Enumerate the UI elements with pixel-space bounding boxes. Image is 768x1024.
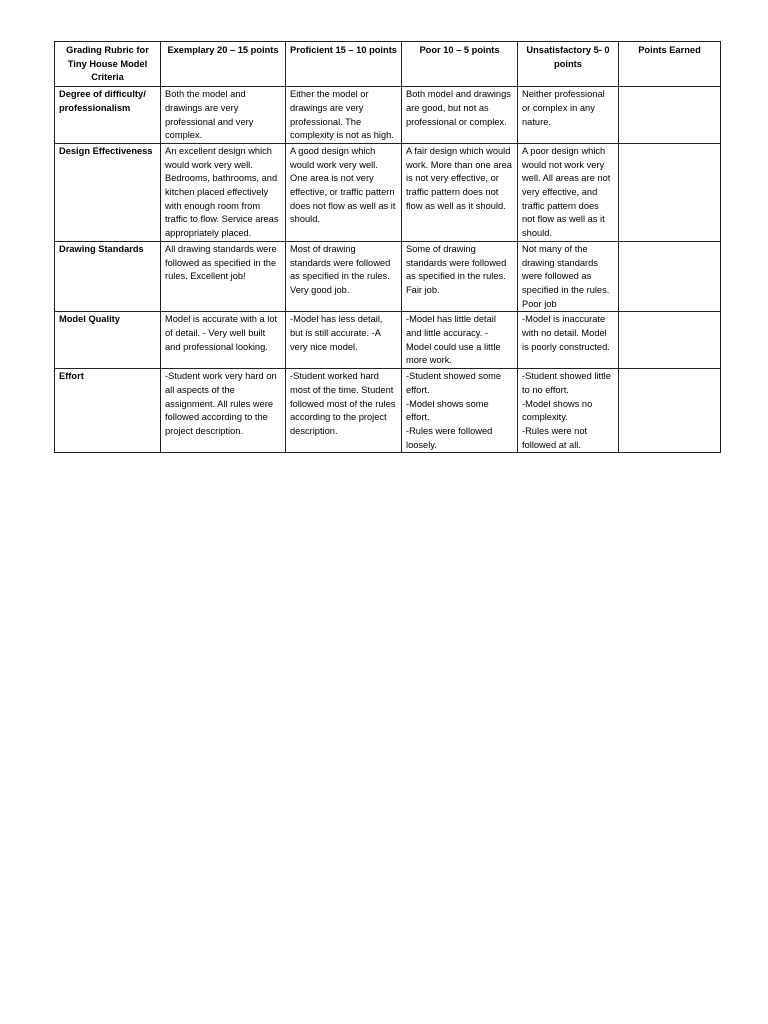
- criterion-cell: Design Effectiveness: [55, 143, 161, 241]
- table-row: [55, 312, 721, 369]
- criterion-cell: Model Quality: [55, 312, 161, 369]
- header-poor: Poor 10 – 5 points: [402, 42, 518, 87]
- unsatisfactory-cell: -Student showed little to no effort. -Model shows no complexity. -Rules were not followed at all.: [518, 369, 619, 453]
- proficient-cell: -Student worked hard most of the time. Student followed most of the rules according to the project description.: [286, 369, 402, 453]
- header-points-earned: Points Earned: [619, 42, 721, 87]
- poor-cell: Both model and drawings are good, but not as professional or complex.: [402, 87, 518, 144]
- poor-cell: -Model has little detail and little accuracy. -Model could use a little more work.: [402, 312, 518, 369]
- proficient-cell: Most of drawing standards were followed as specified in the rules. Very good job.: [286, 241, 402, 312]
- header-proficient: Proficient 15 – 10 points: [286, 42, 402, 87]
- points-earned-cell[interactable]: [619, 87, 721, 144]
- header-unsatisfactory: Unsatisfactory 5- 0 points: [518, 42, 619, 87]
- poor-cell: -Student showed some effort. -Model shows some effort. -Rules were followed loosely.: [402, 369, 518, 453]
- rubric-page: [54, 41, 720, 453]
- table-row: [55, 143, 721, 241]
- criterion-cell: Degree of difficulty/ professionalism: [55, 87, 161, 144]
- points-earned-cell[interactable]: [619, 241, 721, 312]
- points-earned-cell[interactable]: [619, 369, 721, 453]
- unsatisfactory-cell: A poor design which would not work very well. All areas are not very effective, and traffic pattern does not flow as well as it should.: [518, 143, 619, 241]
- criterion-cell: Drawing Standards: [55, 241, 161, 312]
- points-earned-cell[interactable]: [619, 312, 721, 369]
- proficient-cell: -Model has less detail, but is still accurate. -A very nice model.: [286, 312, 402, 369]
- table-row: [55, 241, 721, 312]
- proficient-cell: Either the model or drawings are very professional. The complexity is not as high.: [286, 87, 402, 144]
- table-row: [55, 369, 721, 453]
- header-exemplary: Exemplary 20 – 15 points: [161, 42, 286, 87]
- unsatisfactory-cell: Not many of the drawing standards were followed as specified in the rules. Poor job: [518, 241, 619, 312]
- poor-cell: A fair design which would work. More than one area is not very effective, or traffic pattern does not flow as well as it should.: [402, 143, 518, 241]
- criterion-cell: Effort: [55, 369, 161, 453]
- exemplary-cell: All drawing standards were followed as specified in the rules. Excellent job!: [161, 241, 286, 312]
- exemplary-cell: Both the model and drawings are very professional and very complex.: [161, 87, 286, 144]
- exemplary-cell: Model is accurate with a lot of detail. - Very well built and professional looking.: [161, 312, 286, 369]
- poor-cell: Some of drawing standards were followed as specified in the rules. Fair job.: [402, 241, 518, 312]
- unsatisfactory-cell: Neither professional or complex in any nature.: [518, 87, 619, 144]
- grading-rubric-table: [54, 41, 721, 453]
- table-row: [55, 87, 721, 144]
- points-earned-cell[interactable]: [619, 143, 721, 241]
- exemplary-cell: -Student work very hard on all aspects of the assignment. All rules were followed according to the project description.: [161, 369, 286, 453]
- unsatisfactory-cell: -Model is inaccurate with no detail. Model is poorly constructed.: [518, 312, 619, 369]
- exemplary-cell: An excellent design which would work very well. Bedrooms, bathrooms, and kitchen placed effectively with enough room from traffic to flow. Service areas appropriately placed.: [161, 143, 286, 241]
- header-criteria: Grading Rubric for Tiny House Model Criteria: [55, 42, 161, 87]
- header-row: [55, 42, 721, 87]
- proficient-cell: A good design which would work very well. One area is not very effective, or traffic pattern does not flow as well as it should.: [286, 143, 402, 241]
